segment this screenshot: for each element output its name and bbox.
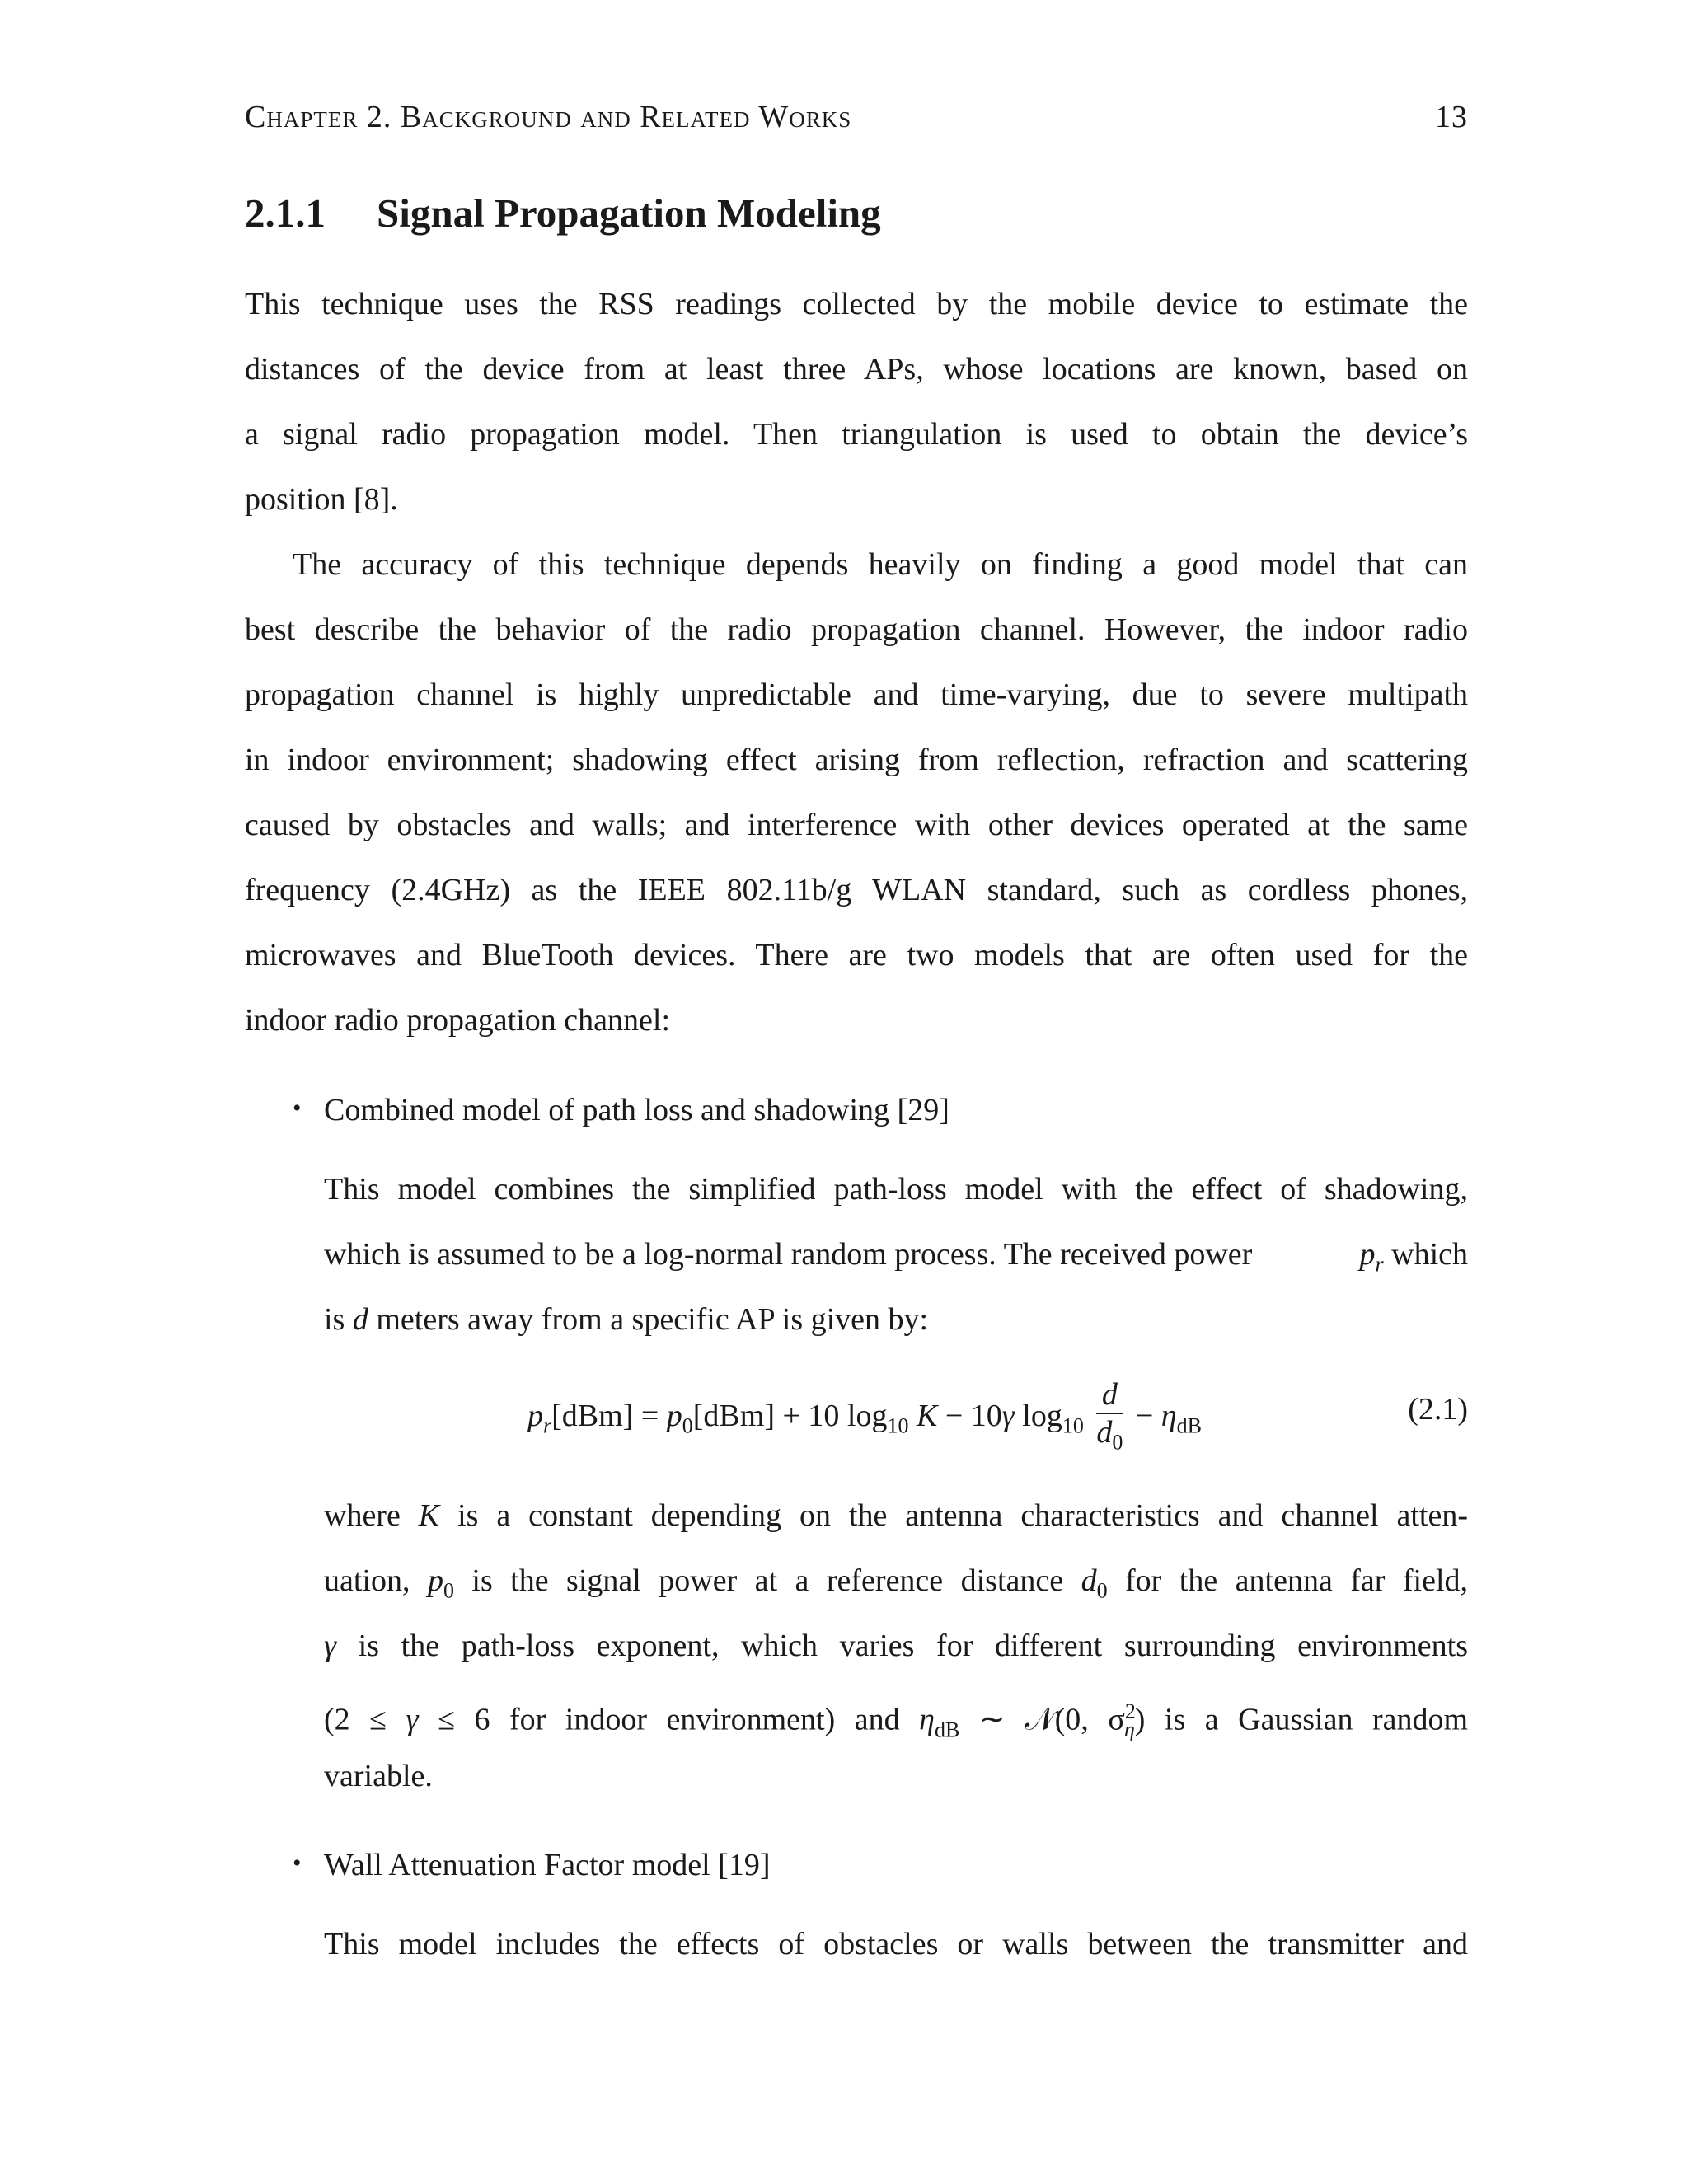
where-sigma-sub: η [1123,1718,1135,1742]
bullet1-line1: This model combines the simplified path-loss model with the effect of shadowing, [324,1172,1468,1207]
bullet1-line2-text: which is assumed to be a log-normal random process. The received power [324,1237,1253,1272]
bullet1-title: Combined model of path loss and shadowing [29] [324,1093,950,1127]
bullet1-line2 [324,1222,1468,1287]
eq-frac-den-sub: 0 [1112,1430,1123,1455]
eq-log-sub: 10 [887,1413,909,1438]
where-gamma: γ [324,1629,336,1663]
equation-number: (2.1) [1408,1392,1468,1427]
eq-K: K [916,1399,938,1434]
section-number: 2.1.1 [245,190,326,236]
which-word: which [1391,1237,1468,1272]
para2-line8: indoor radio propagation channel: [245,1003,671,1038]
eq-log2: log [1014,1399,1062,1434]
para2-line1: The accuracy of this technique depends heavily on finding a good model that can [293,547,1468,582]
pr-which [1360,1222,1469,1297]
running-header [245,99,1468,140]
eq-minus2: − [1128,1399,1161,1434]
where-line3 [324,1614,1468,1679]
eq-p0-sub: 0 [682,1413,693,1438]
where-line2-a: uation, [324,1563,410,1598]
eq-p0: p [666,1399,682,1434]
eq-log2-sub: 10 [1062,1413,1084,1438]
where-word: where [324,1498,401,1533]
bullet1-line3 [324,1287,928,1352]
section-title: Signal Propagation Modeling [377,190,881,236]
eq-mid: [dBm] + 10 log [692,1399,888,1434]
page-number: 13 [1435,100,1468,134]
pr-symbol: p [1359,1237,1376,1272]
where-K: K [418,1498,440,1533]
equation-2-1 [528,1376,1202,1461]
where-line2-c: for the antenna far field, [1125,1563,1469,1598]
where-eta-sub: dB [935,1718,960,1742]
where-line1 [324,1483,1468,1549]
chapter-title: Chapter 2. Background and Related Works [245,100,852,134]
para2-line2: best describe the behavior of the radio propagation channel. However, the indoor radio [245,612,1468,647]
bullet-icon-2: • [293,1849,302,1877]
where-p0-sub: 0 [443,1578,454,1603]
where-d0: d [1081,1563,1097,1598]
para2-line3: propagation channel is highly unpredictable and time-varying, due to severe multipath [245,677,1468,712]
pr-sub: r [1375,1252,1384,1277]
where-line4-d: ) is a Gaussian random [1134,1702,1469,1737]
bullet-icon: • [293,1094,302,1122]
eq-eta: η [1160,1399,1177,1434]
section-heading [245,190,881,237]
where-d0-sub: 0 [1096,1578,1108,1603]
para1-line4: position [8]. [245,482,398,517]
eq-fraction [1096,1376,1123,1461]
bullet1-line3-text: meters away from a specific AP is given by: [376,1302,929,1337]
eq-frac-den [1096,1414,1123,1461]
where-line4-a: (2 ≤ [324,1702,387,1737]
bullet2-line1: This model includes the effects of obstacles or walls between the transmitter and [324,1927,1468,1961]
where-line5: variable. [324,1759,433,1793]
where-line4: (2 ≤ γ ≤ 6 for indoor environment) and $\eta_{dB}$ ∼ 𝒩(0, $\sigma^2_\eta$) is a Gaussian random [324,1699,1469,1742]
eq-lhs: [dBm] = [551,1399,667,1434]
eq-gamma: γ [1001,1399,1015,1434]
bullet2-title: Wall Attenuation Factor model [19] [324,1848,771,1882]
para2-line6: frequency (2.4GHz) as the IEEE 802.11b/g WLAN standard, such as cordless phones, [245,873,1468,907]
para1-line1: This technique uses the RSS readings collected by the mobile device to estimate the [245,287,1468,321]
where-line4-b: ≤ 6 for indoor environment) and [438,1702,900,1737]
eq-minus1: − 10 [937,1399,1002,1434]
where-line1-text: is a constant depending on the antenna characteristics and channel atten- [457,1498,1468,1533]
eq-frac-den-d: d [1096,1415,1113,1450]
d-symbol: d [352,1302,368,1337]
eq-pr: p [528,1399,543,1434]
where-line2-b: is the signal power at a reference distance [471,1563,1064,1598]
para2-line7: microwaves and BlueTooth devices. There are two models that are often used for the [245,938,1468,972]
where-line2 [324,1549,1468,1624]
eq-pr-sub: r [543,1413,552,1438]
where-gamma2: γ [406,1702,419,1737]
para2-line5: caused by obstacles and walls; and interference with other devices operated at the same [245,808,1468,842]
eq-frac-num: d [1096,1376,1123,1414]
where-eta: η [919,1702,935,1737]
eq-eta-sub: dB [1176,1413,1202,1438]
where-p0: p [427,1563,443,1598]
where-line3-text: is the path-loss exponent, which varies for different surrounding environments [358,1629,1468,1663]
where-line4-c: ∼ 𝒩(0, σ [978,1702,1125,1737]
para1-line2: distances of the device from at least three APs, whose locations are known, based on [245,352,1468,387]
is-word: is [324,1302,345,1337]
para2-line4: in indoor environment; shadowing effect arising from reflection, refraction and scattering [245,743,1468,777]
para1-line3: a signal radio propagation model. Then triangulation is used to obtain the device’s [245,417,1468,452]
